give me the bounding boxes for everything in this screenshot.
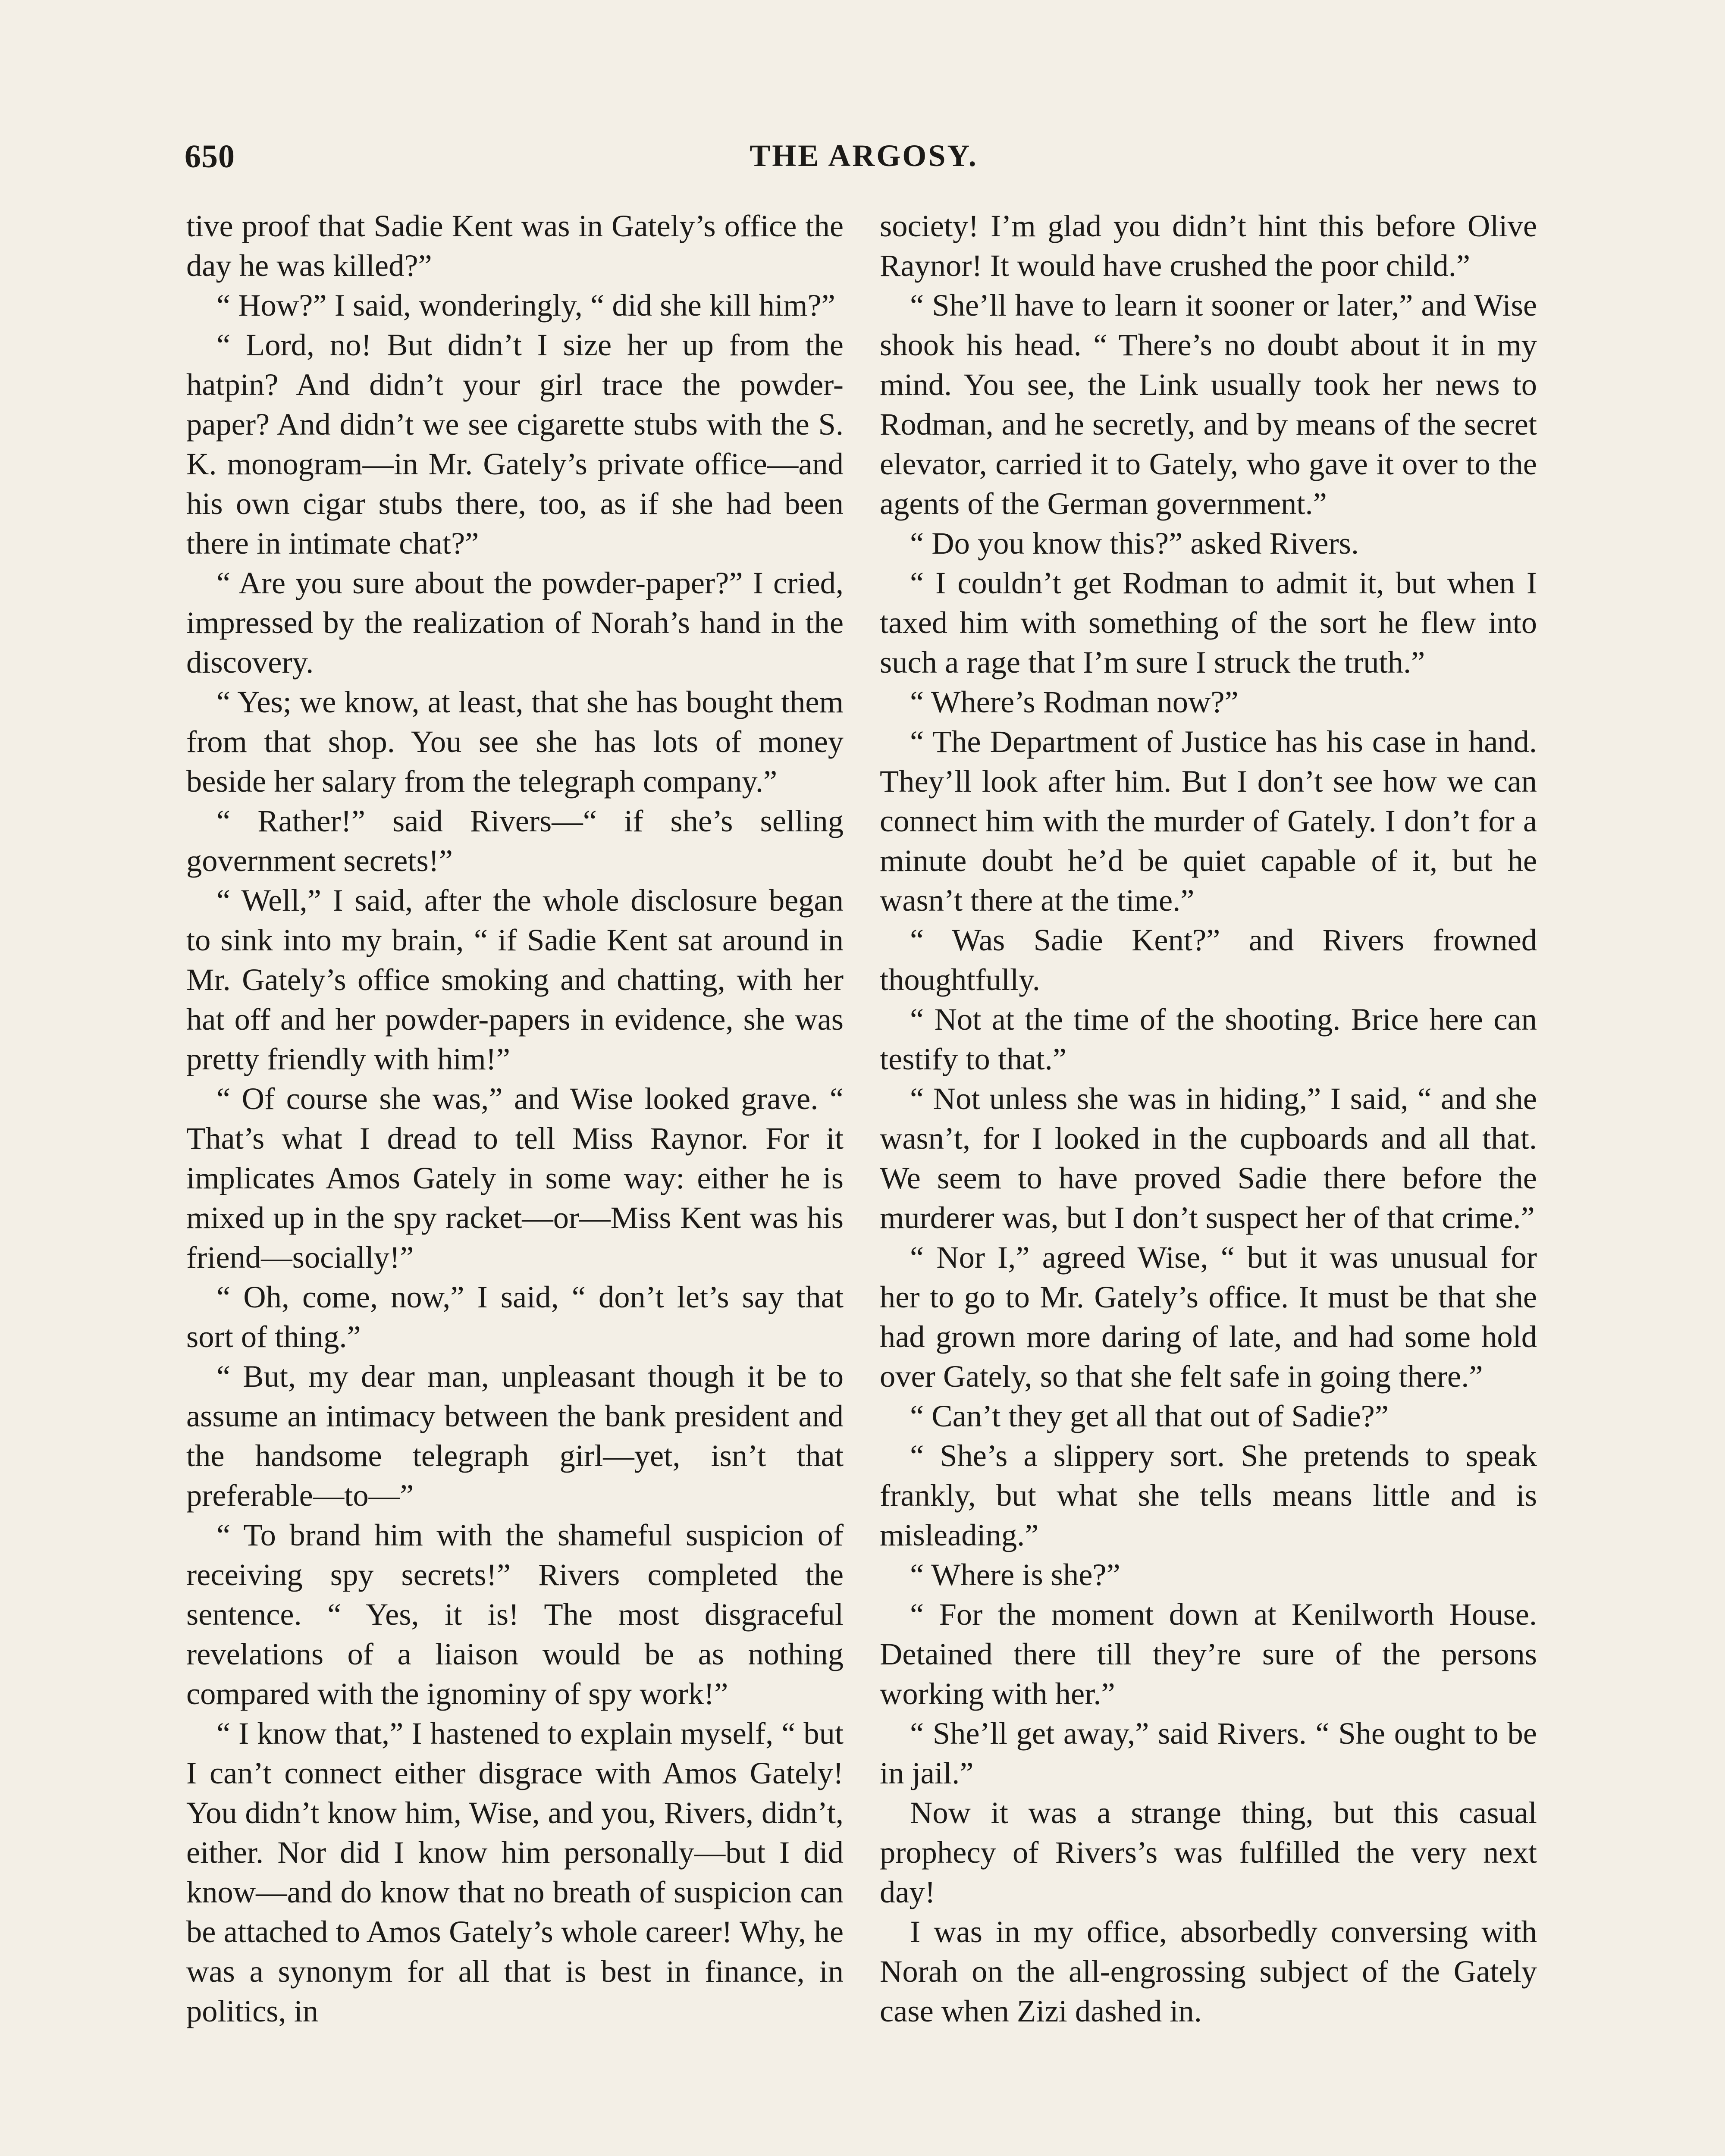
paragraph: “ Was Sadie Kent?” and Rivers frowned thoughtfully.: [880, 922, 1537, 997]
paragraph: “ To brand him with the shameful suspicion of receiving spy secrets!” Rivers completed the sentence. “ Yes, it is! The most disgraceful revelations of a liaison would be as nothing compared with the ignominy of spy work!”: [186, 1517, 844, 1711]
paragraph: “ How?” I said, wonderingly, “ did she kill him?”: [216, 288, 835, 323]
paragraph: “ Not unless she was in hiding,” I said, “ and she wasn’t, for I looked in the cupboards and all that. We seem to have proved Sadie there before the murderer was, but I don’t suspect her of that crime.”: [880, 1081, 1537, 1235]
paragraph: “ Where is she?”: [910, 1557, 1120, 1592]
paragraph: “ She’ll get away,” said Rivers. “ She ought to be in jail.”: [880, 1716, 1537, 1790]
paragraph: “ She’ll have to learn it sooner or later,” and Wise shook his head. “ There’s no doubt about it in my mind. You see, the Link usually took her news to Rodman, and he secretly, and by means of the secret elevator, carried it to Gately, who gave it over to the agents of the German government.”: [880, 288, 1537, 521]
paragraph: “ Yes; we know, at least, that she has bought them from that shop. You see she has lots of money beside her salary from the telegraph company.”: [186, 684, 844, 799]
paragraph: “ Oh, come, now,” I said, “ don’t let’s say that sort of thing.”: [186, 1279, 844, 1354]
paragraph: “ But, my dear man, unpleasant though it be to assume an intimacy between the bank president and the handsome telegraph girl—yet, isn’t that preferable—to—”: [186, 1359, 844, 1513]
page-number: 650: [185, 138, 235, 175]
paragraph: “ I know that,” I hastened to explain myself, “ but I can’t connect either disgrace with Amos Gately! You didn’t know him, Wise, and you, Rivers, didn’t, either. Nor did I know him personally—but I did know—and do know that no breath of suspicion can be attached to Amos Gately’s whole career! Why, he was a synonym for all that is best in finance, in politics, in: [186, 1716, 844, 2028]
paragraph: “ Are you sure about the powder-paper?” I cried, impressed by the realization of Norah’s hand in the discovery.: [186, 565, 844, 680]
paragraph: “ The Department of Justice has his case in hand. They’ll look after him. But I don’t see how we can connect him with the murder of Gately. I don’t for a minute doubt he’d be quiet capable of it, but he wasn’t there at the time.”: [880, 724, 1537, 918]
left-column: [186, 206, 844, 2031]
paragraph: “ She’s a slippery sort. She pretends to speak frankly, but what she tells means little and is misleading.”: [880, 1438, 1537, 1552]
paragraph: Now it was a strange thing, but this casual prophecy of Rivers’s was fulfilled the very next day!: [880, 1795, 1537, 1909]
right-column: [880, 206, 1537, 2031]
paragraph: “ For the moment down at Kenilworth House. Detained there till they’re sure of the persons working with her.”: [880, 1597, 1537, 1711]
running-head: THE ARGOSY.: [750, 138, 978, 173]
paragraph: “ Not at the time of the shooting. Brice here can testify to that.”: [880, 1002, 1537, 1076]
paragraph: “ Where’s Rodman now?”: [910, 684, 1239, 719]
page-header: [185, 138, 1543, 190]
paragraph: “ Can’t they get all that out of Sadie?”: [910, 1398, 1389, 1433]
paragraph: “ Rather!” said Rivers—“ if she’s selling government secrets!”: [186, 803, 844, 878]
paragraph: “ Well,” I said, after the whole disclosure began to sink into my brain, “ if Sadie Kent sat around in Mr. Gately’s office smoking and chatting, with her hat off and her powder-papers in evidence, she was pretty friendly with him!”: [186, 883, 844, 1076]
paragraph: I was in my office, absorbedly conversing with Norah on the all-engrossing subject of the Gately case when Zizi dashed in.: [880, 1914, 1537, 2028]
paragraph: society! I’m glad you didn’t hint this before Olive Raynor! It would have crushed the poor child.”: [880, 208, 1537, 283]
paragraph: “ Lord, no! But didn’t I size her up from the hatpin? And didn’t your girl trace the powder-paper? And didn’t we see cigarette stubs with the S. K. monogram—in Mr. Gately’s private office—and his own cigar stubs there, too, as if she had been there in intimate chat?”: [186, 327, 844, 561]
paragraph: “ Do you know this?” asked Rivers.: [910, 526, 1359, 561]
paragraph: “ Nor I,” agreed Wise, “ but it was unusual for her to go to Mr. Gately’s office. It must be that she had grown more daring of late, and had some hold over Gately, so that she felt safe in going there.”: [880, 1240, 1537, 1394]
paragraph: “ I couldn’t get Rodman to admit it, but when I taxed him with something of the sort he flew into such a rage that I’m sure I struck the truth.”: [880, 565, 1537, 680]
paragraph: tive proof that Sadie Kent was in Gately’s office the day he was killed?”: [186, 208, 844, 283]
paragraph: “ Of course she was,” and Wise looked grave. “ That’s what I dread to tell Miss Raynor. For it implicates Amos Gately in some way: either he is mixed up in the spy racket—or—Miss Kent was his friend—socially!”: [186, 1081, 844, 1275]
